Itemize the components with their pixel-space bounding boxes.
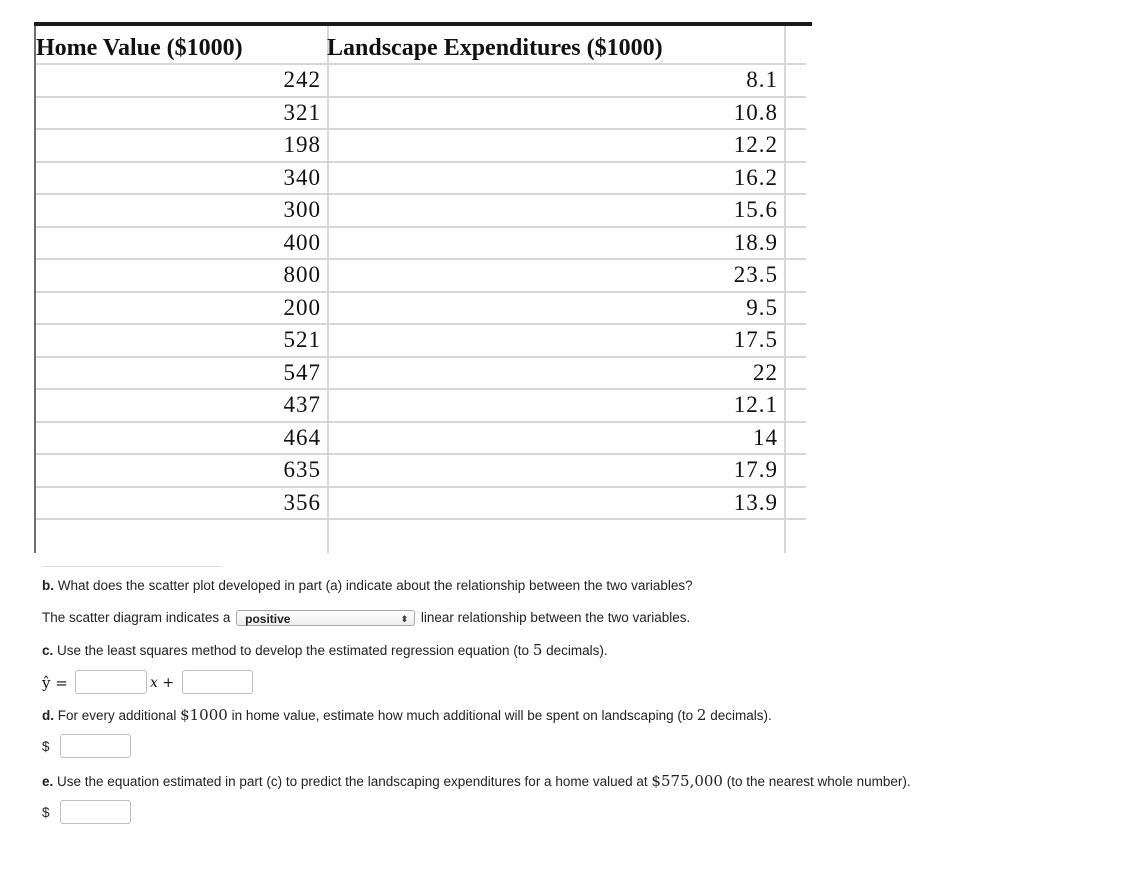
part-d-text-pre: For every additional	[57, 708, 177, 723]
expenditure-text: 9.5	[746, 294, 778, 320]
regression-equation-line	[42, 674, 68, 692]
table-empty-row	[36, 519, 806, 548]
expenditure-text: 10.8	[733, 99, 778, 125]
section-divider	[42, 566, 222, 567]
table-row	[36, 129, 806, 162]
expenditure-text: 18.9	[733, 229, 778, 255]
home-value-cell	[36, 422, 327, 455]
empty-cell	[782, 292, 806, 325]
home-value-text: 340	[283, 164, 321, 190]
home-value-cell	[36, 97, 327, 130]
home-value-text: 300	[283, 197, 321, 223]
part-e-currency-wrap	[42, 805, 50, 820]
part-d-amount: $1000	[180, 706, 228, 724]
part-c-label: c.	[42, 643, 54, 658]
home-value-text: 321	[283, 99, 321, 125]
part-d-currency-wrap	[42, 739, 50, 754]
table-row	[36, 324, 806, 357]
relationship-select-value: positive	[245, 612, 291, 627]
part-e-label: e.	[42, 774, 54, 789]
expenditure-cell	[327, 487, 782, 520]
home-value-text: 464	[283, 424, 321, 450]
home-value-cell	[36, 324, 327, 357]
part-b-question	[42, 578, 693, 593]
header-empty-cell	[782, 26, 806, 64]
expenditure-text: 17.5	[733, 327, 778, 353]
part-e-text-pre: Use the equation estimated in part (c) to predict the landscaping expenditures for a home valued at	[57, 774, 648, 789]
part-e-answer-input[interactable]	[60, 800, 131, 824]
part-d-question	[42, 706, 772, 724]
part-c-question	[42, 641, 608, 659]
empty-cell	[782, 324, 806, 357]
part-d-answer-input[interactable]	[60, 734, 131, 758]
home-value-cell	[36, 389, 327, 422]
expenditure-text: 13.9	[733, 489, 778, 515]
home-value-cell	[36, 129, 327, 162]
home-value-text: 198	[283, 132, 321, 158]
expenditure-text: 22	[753, 359, 778, 385]
expenditure-cell	[327, 162, 782, 195]
empty-cell	[782, 259, 806, 292]
expenditure-cell	[327, 129, 782, 162]
expenditure-text: 16.2	[733, 164, 778, 190]
part-d-label: d.	[42, 708, 54, 723]
expenditure-cell	[327, 454, 782, 487]
empty-cell	[782, 64, 806, 97]
empty-cell	[782, 162, 806, 195]
expenditure-cell	[327, 324, 782, 357]
expenditure-cell	[327, 227, 782, 260]
empty-cell	[782, 519, 806, 548]
table-row	[36, 389, 806, 422]
home-value-text: 400	[283, 229, 321, 255]
table-row	[36, 162, 806, 195]
part-d-decimals: 2	[696, 706, 707, 724]
expenditure-cell	[327, 357, 782, 390]
table-row	[36, 227, 806, 260]
part-b-answer-line	[42, 610, 690, 626]
empty-cell	[782, 129, 806, 162]
part-b-text: What does the scatter plot developed in part (a) indicate about the relationship between the two variables?	[57, 578, 693, 593]
slope-input[interactable]	[75, 670, 147, 694]
empty-cell	[782, 422, 806, 455]
home-value-cell	[36, 357, 327, 390]
table-row	[36, 97, 806, 130]
expenditure-text: 12.1	[733, 392, 778, 418]
home-value-cell	[36, 292, 327, 325]
empty-cell	[782, 454, 806, 487]
home-value-text: 635	[283, 457, 321, 483]
header-landscape-expenditures: Landscape Expenditures ($1000)	[327, 26, 782, 64]
home-value-text: 521	[283, 327, 321, 353]
empty-cell	[782, 487, 806, 520]
expenditure-text: 17.9	[733, 457, 778, 483]
expenditure-cell	[327, 97, 782, 130]
intercept-input[interactable]	[182, 670, 253, 694]
home-value-text: 800	[283, 262, 321, 288]
home-value-text: 547	[283, 359, 321, 385]
part-e-text-post: (to the nearest whole number).	[726, 774, 911, 789]
part-d-text-post: decimals).	[710, 708, 772, 723]
x-plus-label-wrap	[150, 675, 174, 691]
table-header-row	[36, 26, 806, 64]
table-row	[36, 422, 806, 455]
empty-cell	[782, 97, 806, 130]
table-row	[36, 454, 806, 487]
home-value-cell	[36, 259, 327, 292]
home-value-cell	[36, 64, 327, 97]
part-c-decimals: 5	[532, 641, 543, 659]
expenditure-cell	[327, 259, 782, 292]
expenditure-cell	[327, 194, 782, 227]
empty-cell	[782, 194, 806, 227]
expenditure-text: 23.5	[733, 262, 778, 288]
home-value-cell	[36, 227, 327, 260]
home-value-cell	[36, 162, 327, 195]
home-value-cell	[36, 194, 327, 227]
table-row	[36, 64, 806, 97]
empty-cell	[782, 227, 806, 260]
part-b-label: b.	[42, 578, 54, 593]
expenditure-text: 8.1	[746, 67, 778, 93]
part-b-prefix: The scatter diagram indicates a	[42, 610, 231, 625]
part-e-currency: $	[42, 805, 50, 820]
empty-cell	[782, 357, 806, 390]
home-value-text: 356	[283, 489, 321, 515]
expenditure-cell	[327, 422, 782, 455]
table-row	[36, 292, 806, 325]
expenditure-cell	[327, 292, 782, 325]
expenditure-cell	[327, 64, 782, 97]
table-row	[36, 259, 806, 292]
part-c-text-pre: Use the least squares method to develop the estimated regression equation (to	[57, 643, 530, 658]
table-row	[36, 194, 806, 227]
empty-cell	[36, 519, 327, 548]
x-plus-label: x +	[150, 675, 175, 691]
part-c-text-post: decimals).	[546, 643, 608, 658]
empty-cell	[782, 389, 806, 422]
part-b-suffix: linear relationship between the two variables.	[420, 610, 691, 625]
table-row	[36, 487, 806, 520]
part-d-currency: $	[42, 739, 50, 754]
expenditure-text: 12.2	[733, 132, 778, 158]
expenditure-cell	[327, 389, 782, 422]
table-row	[36, 357, 806, 390]
home-value-cell	[36, 454, 327, 487]
home-value-text: 242	[283, 67, 321, 93]
expenditure-text: 14	[753, 424, 778, 450]
home-value-text: 200	[283, 294, 321, 320]
yhat-label: ŷ =	[42, 674, 68, 692]
expenditure-text: 15.6	[733, 197, 778, 223]
part-e-question	[42, 772, 911, 790]
home-value-text: 437	[283, 392, 321, 418]
header-home-value: Home Value ($1000)	[36, 26, 327, 64]
part-d-text-mid: in home value, estimate how much additional will be spent on landscaping (to	[231, 708, 694, 723]
empty-cell	[327, 519, 782, 548]
part-e-amount: $575,000	[651, 772, 723, 790]
data-table	[36, 26, 806, 548]
home-value-cell	[36, 487, 327, 520]
select-updown-icon: ⬍	[400, 614, 409, 625]
relationship-select[interactable]	[236, 610, 415, 626]
